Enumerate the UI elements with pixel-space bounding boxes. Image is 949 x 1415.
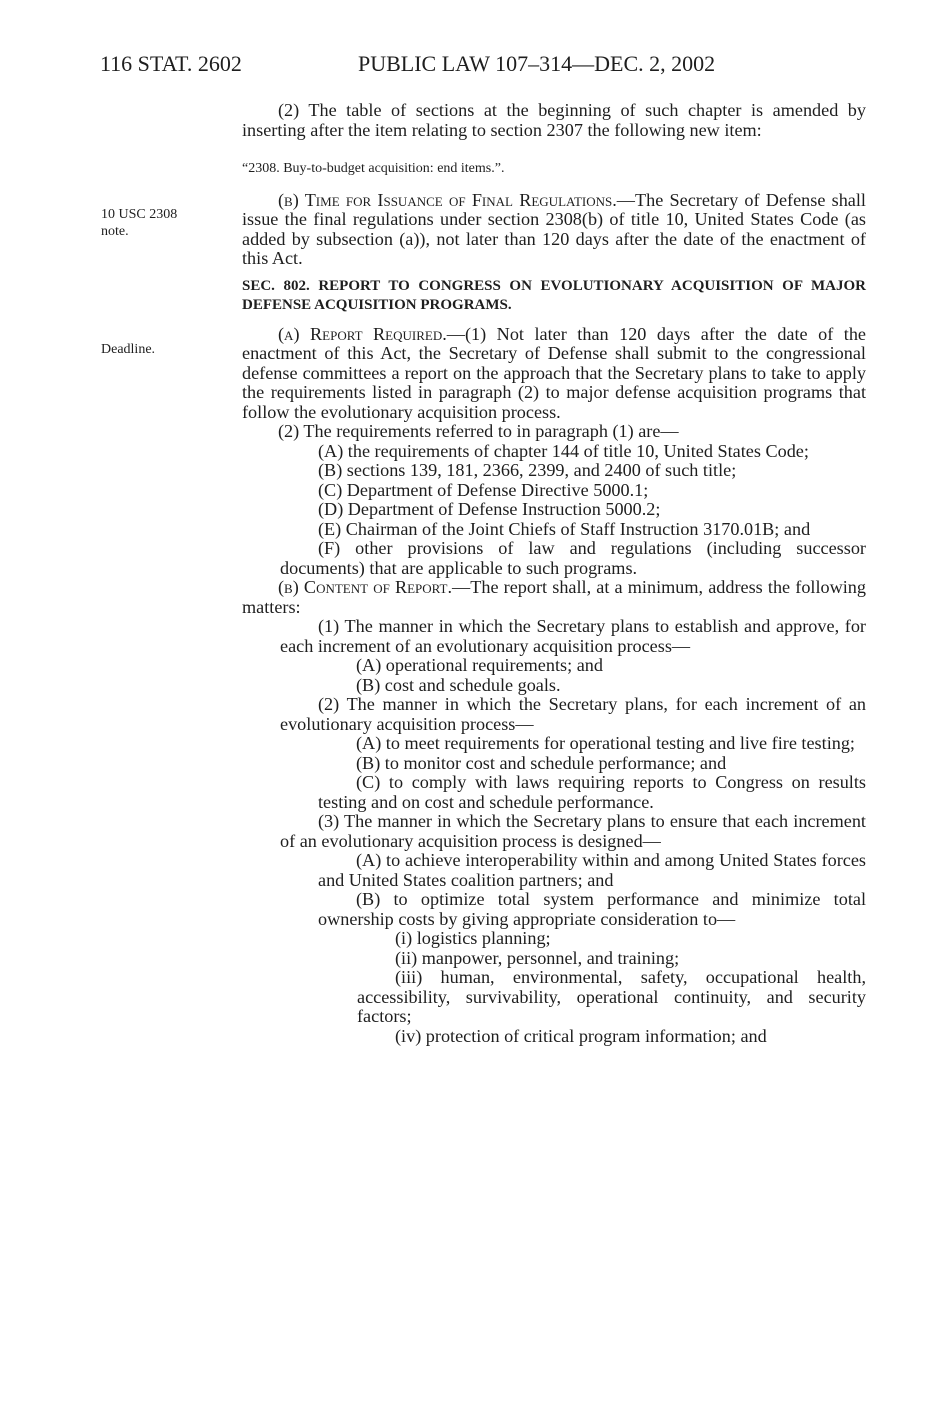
list-item: (iv) protection of critical program information; and (395, 1025, 767, 1046)
margin-note-deadline (101, 341, 155, 358)
list-item: (C) Department of Defense Directive 5000.1; (318, 479, 649, 500)
paragraph: (3) The manner in which the Secretary plans to ensure that each increment of an evolutionary acquisition process is designed— (280, 811, 866, 851)
list-item: (E) Chairman of the Joint Chiefs of Staff Instruction 3170.01B; and (318, 518, 811, 539)
list-item: (B) cost and schedule goals. (356, 674, 561, 695)
list-item: (B) sections 139, 181, 2366, 2399, and 2400 of such title; (318, 460, 737, 480)
paragraph: (2) The manner in which the Secretary plans, for each increment of an evolutionary acquisition process— (280, 694, 866, 734)
table-item: “2308. Buy-to-budget acquisition: end items.”. (242, 161, 505, 176)
list-item: (B) to optimize total system performance and minimize total ownership costs by giving appropriate consideration to— (318, 889, 866, 929)
list-item: (iii) human, environmental, safety, occupational health, accessibility, survivability, operational continuity, and security factors; (357, 967, 866, 1026)
paragraph-a (242, 325, 866, 423)
margin-note-line: note. (101, 224, 129, 239)
list-item: (i) logistics planning; (395, 928, 551, 948)
paragraph-b (242, 191, 866, 269)
list-item: (A) the requirements of chapter 144 of title 10, United States Code; (318, 440, 809, 461)
paragraph-content (242, 578, 866, 617)
paragraph: (1) The manner in which the Secretary plans to establish and approve, for each increment of an evolutionary acquisition process— (280, 616, 866, 656)
margin-note-line: Deadline. (101, 342, 156, 357)
subsection-heading: (b) Time for Issuance of Final Regulations. (278, 189, 617, 210)
subsection-heading: (a) Report Required. (278, 323, 447, 344)
section-heading: SEC. 802. REPORT TO CONGRESS ON EVOLUTIONARY ACQUISITION OF MAJOR DEFENSE ACQUISITION PROGRAMS. (242, 277, 866, 313)
list-item: (B) to monitor cost and schedule performance; and (356, 752, 727, 773)
document-body (242, 101, 866, 1046)
list-item: (C) to comply with laws requiring reports to Congress on results testing and on cost and schedule performance. (318, 772, 866, 812)
list-item: (A) to meet requirements for operational testing and live fire testing; (356, 733, 855, 753)
list-item: (ii) manpower, personnel, and training; (395, 947, 680, 968)
subsection-text: —The Secretary of Defense shall issue the final regulations under section 2308(b) of title 10, United States Code (as added by subsection (a)), not later than 120 days after the date of the enactment of this Act. (242, 189, 866, 268)
list-item: (A) operational requirements; and (356, 655, 603, 675)
paragraph: (2) The requirements referred to in paragraph (1) are— (278, 421, 679, 441)
law-title: PUBLIC LAW 107–314—DEC. 2, 2002 (358, 51, 716, 76)
subsection-text: —(1) Not later than 120 days after the date of the enactment of this Act, the Secretary of Defense shall submit to the congressional defense committees a report on the approach that the Secretary plans to take to apply the requirements listed in paragraph (2) to major defense acquisition programs that follow the evolutionary acquisition process. (242, 323, 867, 422)
subsection-heading: (b) Content of Report. (278, 577, 453, 597)
paragraph: (2) The table of sections at the beginning of such chapter is amended by inserting after the item relating to section 2307 the following new item: (242, 100, 866, 140)
subsection-text: —The report shall, at a minimum, address the following matters: (242, 577, 866, 617)
list-item: (D) Department of Defense Instruction 5000.2; (318, 499, 661, 519)
list-item: (A) to achieve interoperability within and among United States forces and United States coalition partners; and (318, 850, 866, 890)
list-item: (F) other provisions of law and regulations (including successor documents) that are applicable to such programs. (280, 538, 866, 578)
margin-note-line: 10 USC 2308 (101, 207, 178, 222)
margin-note-usc (101, 206, 177, 240)
stat-citation: 116 STAT. 2602 (100, 51, 242, 76)
